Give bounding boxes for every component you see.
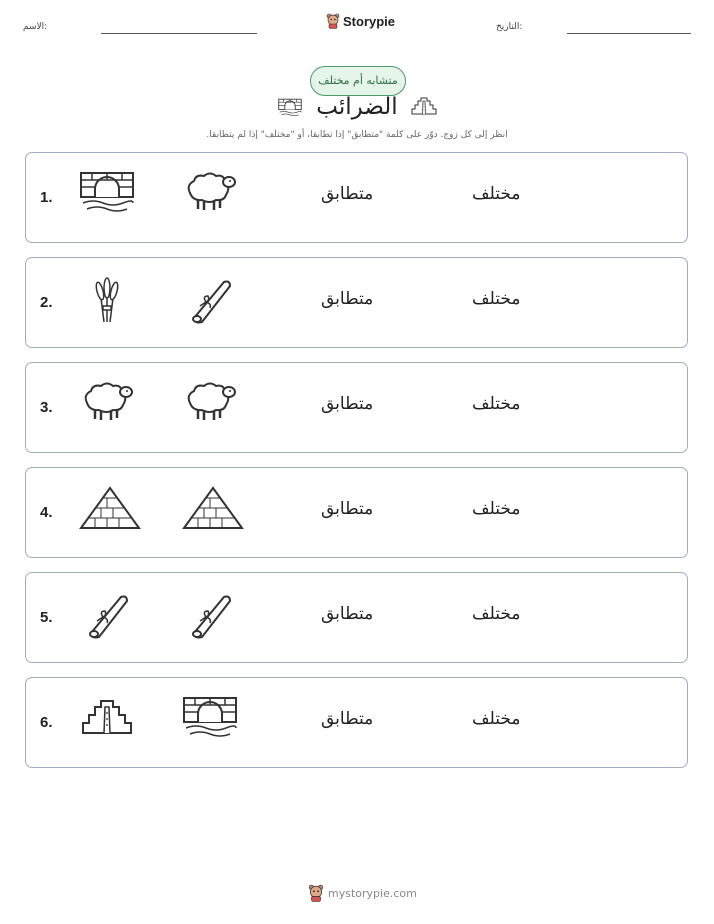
different-word[interactable]: مختلف [472,604,521,624]
match-word[interactable]: متطابق [321,709,374,729]
date-label: التاريخ: [496,22,523,32]
row-number: 6. [40,714,53,731]
scroll-icon [77,589,137,639]
pyramid-icon [180,484,246,534]
sheep-icon [77,379,137,423]
row-number: 5. [40,609,53,626]
different-word[interactable]: مختلف [472,184,521,204]
page-title: الضرائب [316,94,398,120]
name-line[interactable] [101,33,257,34]
footer-site-link[interactable]: mystorypie.com [328,886,417,900]
storypie-mascot-icon [326,13,340,29]
sheep-icon [180,169,240,213]
step-pyramid-icon [408,96,440,118]
row-number: 2. [40,294,53,311]
worksheet-type-badge: متشابه أم مختلف [310,66,406,96]
different-word[interactable]: مختلف [472,394,521,414]
row-number: 3. [40,399,53,416]
different-word[interactable]: مختلف [472,289,521,309]
question-row-6 [25,677,688,768]
step-pyramid-icon [77,694,137,744]
name-label: الاسم: [23,22,48,32]
pyramid-icon [77,484,143,534]
scroll-icon [180,274,240,324]
storypie-logo [326,13,395,29]
match-word[interactable]: متطابق [321,184,374,204]
footer [308,884,417,902]
different-word[interactable]: مختلف [472,499,521,519]
match-word[interactable]: متطابق [321,604,374,624]
question-row-1 [25,152,688,243]
match-word[interactable]: متطابق [321,289,374,309]
logo-text: Storypie [343,13,396,29]
sheep-icon [180,379,240,423]
question-row-3 [25,362,688,453]
match-word[interactable]: متطابق [321,499,374,519]
wheat-icon [77,274,137,324]
question-row-4 [25,467,688,558]
bridge-icon [180,694,240,738]
row-number: 1. [40,189,53,206]
match-word[interactable]: متطابق [321,394,374,414]
bridge-icon [77,169,137,213]
storypie-mascot-icon [308,884,324,902]
date-line[interactable] [567,33,691,34]
instructions: انظر إلى كل زوج. دوّر على كلمة "متطابق" إذا تطابقا، أو "مختلف" إذا لم يتطابقا. [206,130,508,140]
different-word[interactable]: مختلف [472,709,521,729]
scroll-icon [180,589,240,639]
row-number: 4. [40,504,53,521]
question-row-5 [25,572,688,663]
question-row-2 [25,257,688,348]
